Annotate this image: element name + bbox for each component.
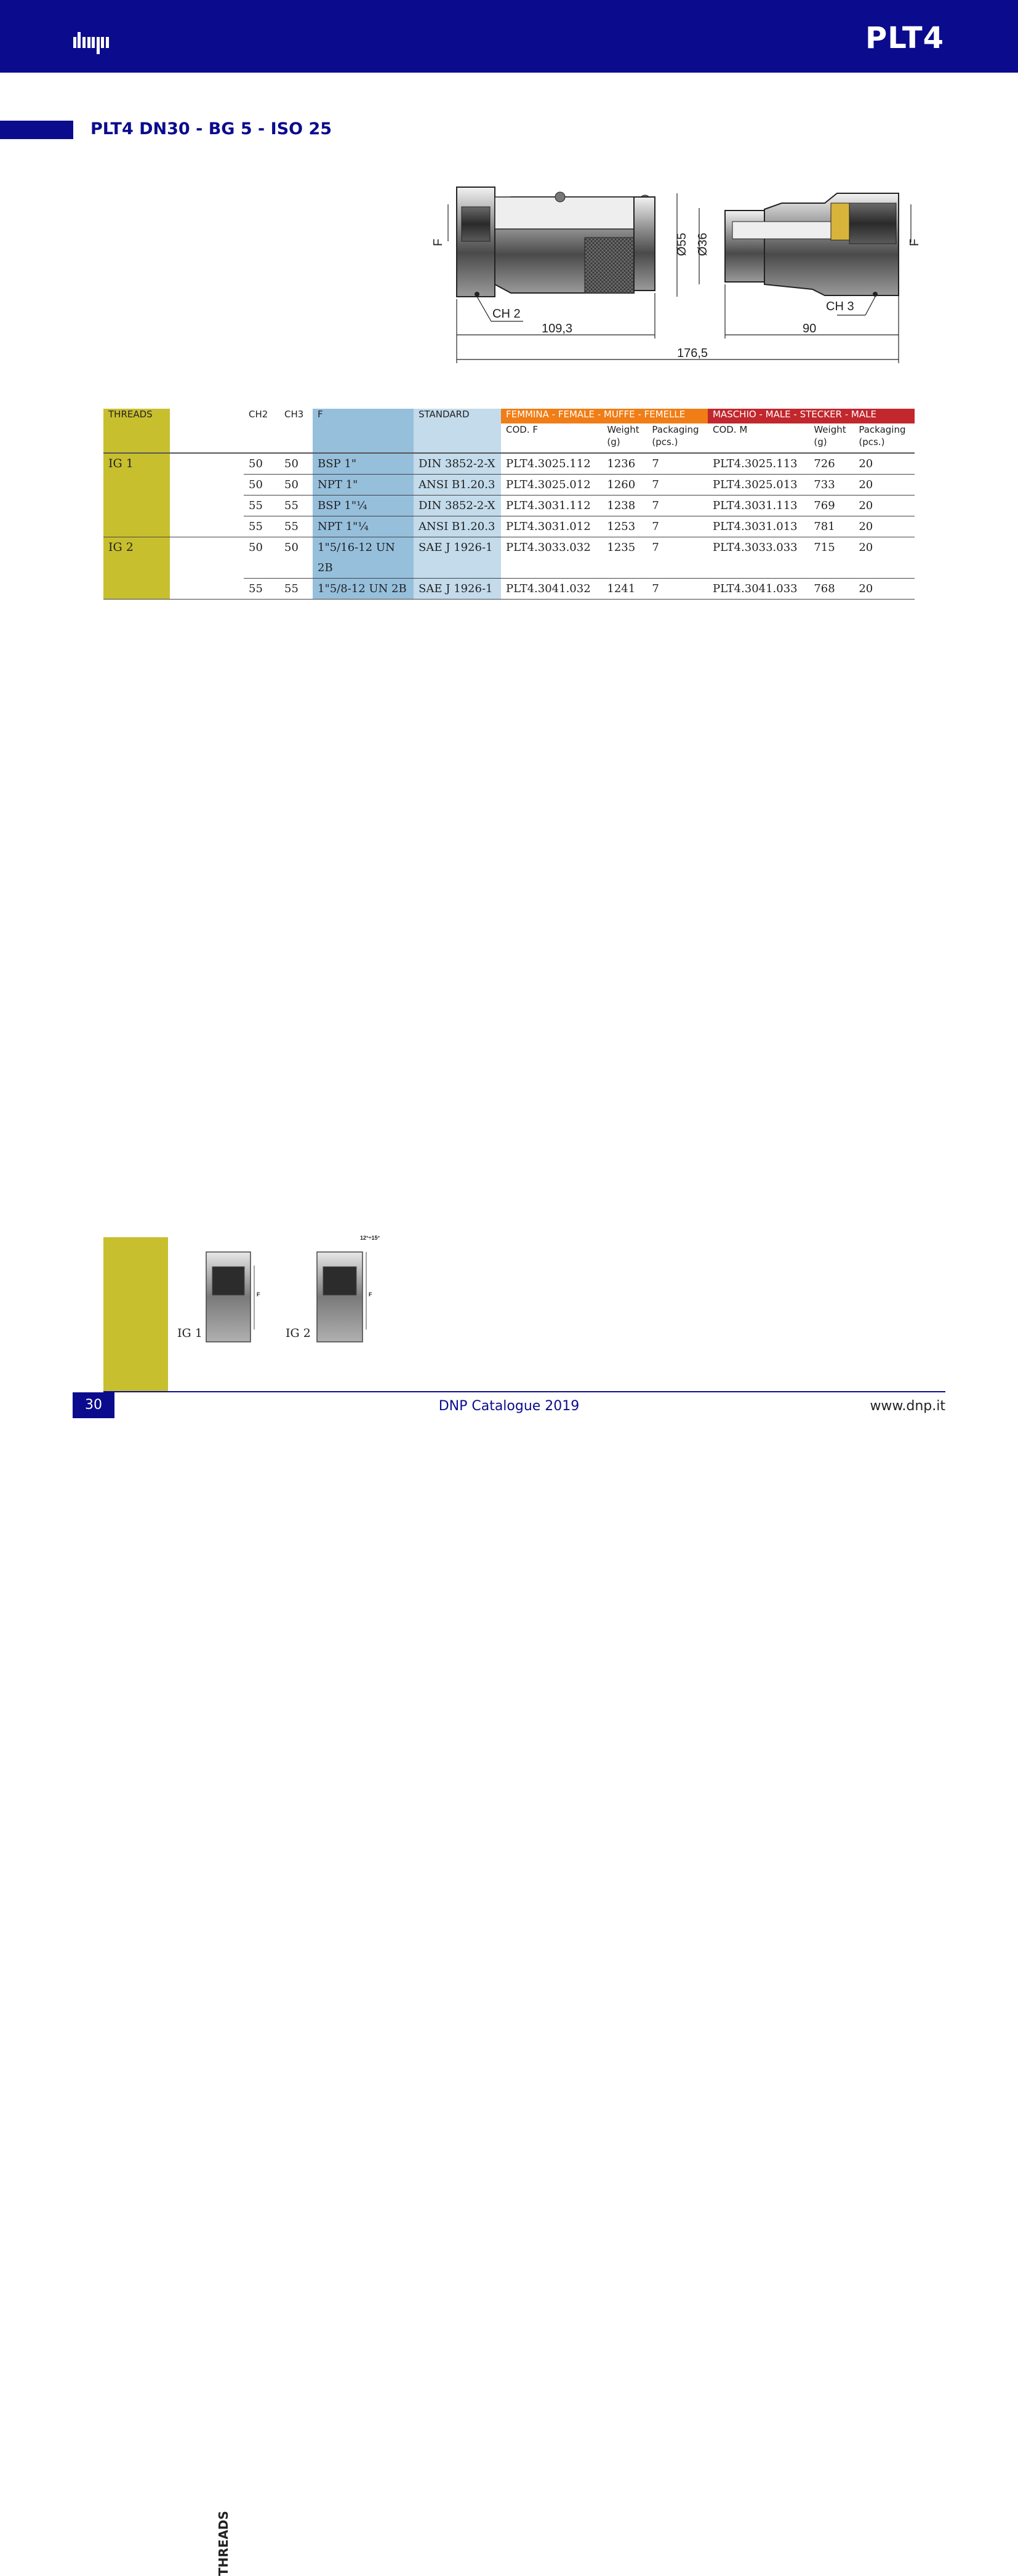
cod-f-header: COD. F bbox=[501, 423, 602, 453]
ig1-f-label: F bbox=[257, 1291, 260, 1298]
product-title: PLT4 bbox=[865, 21, 944, 55]
dim-176-label: 176,5 bbox=[677, 347, 708, 360]
ig2-thread-icon bbox=[317, 1235, 380, 1342]
table-row: IG 2 50 50 1"5/16-12 UN 2B SAE J 1926-1 PLT4.3033.032 1235 7 PLT4.3033.033 715 20 bbox=[103, 537, 915, 579]
table-row: IG 1 50 50 BSP 1" DIN 3852-2-X PLT4.3025.112 1236 7 PLT4.3025.113 726 20 bbox=[103, 453, 915, 475]
ig1-label: IG 1 bbox=[177, 1326, 202, 1340]
female-group-header: FEMMINA - FEMALE - MUFFE - FEMELLE bbox=[501, 409, 708, 423]
d55-label: Ø55 bbox=[675, 233, 689, 256]
table-row: 55 55 NPT 1"¼ ANSI B1.20.3 PLT4.3031.012 1253 7 PLT4.3031.013 781 20 bbox=[103, 516, 915, 537]
ig1-thread-icon bbox=[206, 1252, 260, 1342]
dim-90-label: 90 bbox=[803, 322, 817, 335]
spec-table bbox=[103, 409, 915, 600]
weight-f-header: Weight (g) bbox=[602, 423, 647, 453]
ch2-label: CH 2 bbox=[492, 307, 521, 321]
f-left-label: F bbox=[431, 238, 445, 246]
ig2-f-label: F bbox=[369, 1291, 372, 1298]
table-row: 55 55 1"5/8-12 UN 2B SAE J 1926-1 PLT4.3041.032 1241 7 PLT4.3041.033 768 20 bbox=[103, 579, 915, 600]
cod-m-header: COD. M bbox=[708, 423, 809, 453]
ig2-label: IG 2 bbox=[286, 1326, 311, 1340]
dnp-logo bbox=[73, 28, 116, 59]
page-number: 30 bbox=[73, 1392, 114, 1418]
threads-legend-label: THREADS bbox=[216, 2511, 231, 2576]
coupling-drawing bbox=[431, 179, 923, 369]
f-right-label: F bbox=[908, 238, 921, 246]
ch3-header: CH3 bbox=[284, 409, 304, 420]
d36-label: Ø36 bbox=[696, 233, 710, 256]
packaging-m-header: Packaging (pcs.) bbox=[854, 423, 915, 453]
packaging-f-header: Packaging (pcs.) bbox=[647, 423, 708, 453]
table-row: 50 50 NPT 1" ANSI B1.20.3 PLT4.3025.012 1260 7 PLT4.3025.013 733 20 bbox=[103, 475, 915, 496]
female-coupling bbox=[457, 187, 655, 297]
male-group-header: MASCHIO - MALE - STECKER - MALE bbox=[708, 409, 915, 423]
section-title: PLT4 DN30 - BG 5 - ISO 25 bbox=[90, 119, 332, 138]
f-header: F bbox=[313, 409, 414, 423]
website-link[interactable]: www.dnp.it bbox=[870, 1398, 945, 1414]
male-coupling bbox=[725, 193, 899, 297]
weight-m-header: Weight (g) bbox=[809, 423, 854, 453]
threads-header: THREADS bbox=[103, 409, 170, 423]
catalogue-name: DNP Catalogue 2019 bbox=[438, 1398, 580, 1414]
standard-header: STANDARD bbox=[414, 409, 501, 423]
footer-divider bbox=[103, 1391, 945, 1392]
table-subheader-row bbox=[103, 423, 915, 453]
table-header-row bbox=[103, 409, 915, 423]
ch3-label: CH 3 bbox=[826, 300, 854, 313]
table-row: 55 55 BSP 1"¼ DIN 3852-2-X PLT4.3031.112 1238 7 PLT4.3031.113 769 20 bbox=[103, 496, 915, 516]
dim-109-label: 109,3 bbox=[542, 322, 573, 335]
ig2-angle-label: 12°÷15° bbox=[360, 1235, 380, 1241]
section-bar bbox=[0, 121, 73, 139]
ch2-header: CH2 bbox=[249, 409, 268, 420]
